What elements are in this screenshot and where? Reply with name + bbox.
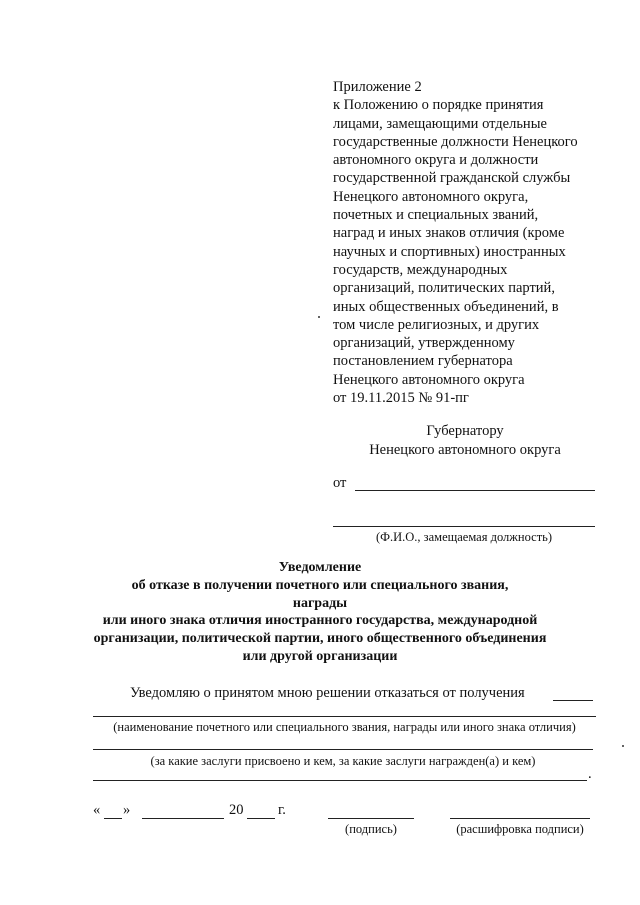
appendix-line: Приложение 2 [333, 79, 422, 95]
merits-field-2[interactable] [93, 780, 587, 781]
title-line: или иного знака отличия иностранного государства, международной [102, 613, 538, 629]
title-line: или другой организации [242, 648, 398, 664]
appendix-line: наград и иных знаков отличия (кроме [333, 225, 565, 242]
from-name-field[interactable] [355, 490, 595, 491]
month-field[interactable] [142, 818, 224, 819]
signature-field[interactable] [328, 818, 414, 819]
appendix-line: государственные должности Ненецкого [333, 133, 578, 150]
appendix-line: Ненецкого автономного округа [333, 371, 525, 388]
scan-dot [622, 745, 624, 747]
line-end-period: . [588, 766, 592, 782]
year-field[interactable] [247, 818, 275, 819]
appendix-line: организаций, политических партий, [333, 280, 555, 297]
merits-caption: (за какие заслуги присвоено и кем, за какие заслуги награжден(а) и кем) [150, 754, 536, 768]
from-row [333, 475, 595, 495]
addressee-block [340, 422, 590, 460]
from-label: от [333, 475, 347, 491]
appendix-line: почетных и специальных званий, [333, 207, 539, 224]
appendix-line: постановлением губернатора [333, 353, 513, 370]
merits-field[interactable] [93, 749, 593, 750]
fio-caption: (Ф.И.О., замещаемая должность) [375, 530, 553, 544]
appendix-line: научных и спортивных) иностранных [333, 243, 566, 260]
scan-dot [318, 316, 320, 318]
addressee-line: Губернатору [426, 423, 504, 439]
title-line: награды [292, 595, 348, 611]
appendix-line: государств, международных [333, 261, 508, 278]
addressee-line: Ненецкого автономного округа [369, 442, 561, 458]
appendix-line: организаций, утвержденному [333, 335, 515, 352]
year-suffix: г. [278, 802, 286, 818]
award-field-start[interactable] [553, 700, 593, 701]
signature-decoding-caption: (расшифровка подписи) [456, 822, 584, 836]
title-line: об отказе в получении почетного или специального звания, [131, 577, 509, 593]
appendix-line: автономного округа и должности [333, 152, 539, 169]
title-line: организации, политической партии, иного общественного объединения [93, 631, 547, 647]
year-prefix: 20 [229, 802, 244, 818]
appendix-line: лицами, замещающими отдельные [333, 115, 547, 132]
appendix-line: от 19.11.2015 № 91-пг [333, 390, 469, 407]
day-field[interactable] [104, 818, 122, 819]
appendix-line: государственной гражданской службы [333, 170, 571, 187]
quote-open: « [93, 802, 101, 818]
appendix-line: Ненецкого автономного округа, [333, 188, 529, 205]
appendix-line: к Положению о порядке принятия [333, 97, 544, 114]
from-position-field[interactable] [333, 526, 595, 527]
appendix-line: том числе религиозных, и других [333, 316, 540, 333]
appendix-line: иных общественных объединений, в [333, 298, 559, 315]
title-line: Уведомление [278, 560, 362, 575]
document-title [80, 559, 560, 666]
award-caption: (наименование почетного или специального звания, награды или иного знака отличия) [113, 720, 576, 734]
signature-caption: (подпись) [345, 822, 397, 836]
award-field[interactable] [93, 716, 596, 717]
appendix-block [333, 78, 633, 407]
quote-close: » [123, 802, 131, 818]
notify-text: Уведомляю о принятом мною решении отказаться от получения [130, 685, 525, 701]
signature-decoding-field[interactable] [450, 818, 590, 819]
